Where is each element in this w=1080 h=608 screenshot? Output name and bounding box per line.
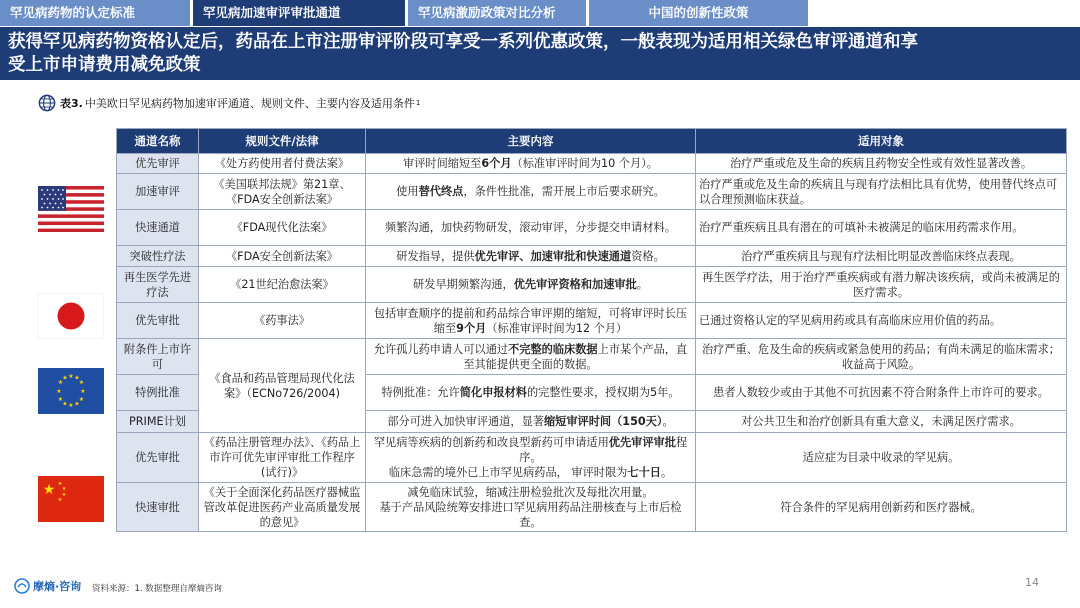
svg-text:★: ★ <box>78 379 85 386</box>
channel-name: 突破性疗法 <box>117 246 199 267</box>
eu-flag-icon <box>38 368 104 414</box>
header-target: 适用对象 <box>696 129 1067 154</box>
target-cell: 治疗严重、危及生命的疾病或紧急使用的药品；有尚未满足的临床需求；收益高于风险。 <box>696 339 1067 375</box>
content-cell: 特例批准：允许简化申报材料的完整性要求，授权期为5年。 <box>366 375 696 411</box>
table-row <box>117 433 1067 483</box>
target-cell: 治疗严重或危及生命的疾病且与现有疗法相比具有优势，使用替代终点可以合理预测临床获益。 <box>696 174 1067 210</box>
tab-incentive-comparison[interactable]: 罕见病激励政策对比分析 <box>408 0 586 26</box>
svg-text:★: ★ <box>80 388 86 395</box>
svg-text:★: ★ <box>57 396 64 403</box>
table-row <box>117 303 1067 339</box>
law-cell: 《21世纪治愈法案》 <box>199 267 366 303</box>
table-caption-text: 中美欧日罕见病药物加速审评通道、规则文件、主要内容及适用条件 <box>84 97 415 110</box>
tab-accelerated-review[interactable]: 罕见病加速审评审批通道 <box>193 0 405 26</box>
target-cell: 治疗严重疾病且与现有疗法相比明显改善临床终点表现。 <box>696 246 1067 267</box>
law-cell: 《处方药使用者付费法案》 <box>199 154 366 174</box>
target-cell: 符合条件的罕见病用创新药和医疗器械。 <box>696 483 1067 532</box>
channel-name: 优先审批 <box>117 433 199 483</box>
svg-text:★: ★ <box>68 402 74 409</box>
japan-flag-icon <box>38 293 104 339</box>
target-cell: 治疗严重或危及生命的疾病且药物安全性或有效性显著改善。 <box>696 154 1067 174</box>
brand-logo <box>14 578 81 594</box>
target-cell: 治疗严重疾病且具有潜在的可填补未被满足的临床用药需求作用。 <box>696 210 1067 246</box>
header-law: 规则文件/法律 <box>199 129 366 154</box>
header-channel: 通道名称 <box>117 129 199 154</box>
brand-logo-text: 摩熵·咨询 <box>33 580 82 593</box>
channel-name: 特例批准 <box>117 375 199 411</box>
svg-text:★: ★ <box>62 400 68 408</box>
svg-text:★: ★ <box>61 486 67 492</box>
svg-text:★: ★ <box>57 379 64 386</box>
target-cell: 已通过资格认定的罕见病用药或具有高临床应用价值的药品。 <box>696 303 1067 339</box>
page-title-line2: 受上市申请费用减免政策 <box>8 55 201 75</box>
table-number: 表3. <box>60 97 83 110</box>
china-flag-icon <box>38 476 104 522</box>
svg-text:★: ★ <box>42 482 56 498</box>
svg-text:★: ★ <box>74 400 80 408</box>
svg-text:★: ★ <box>57 481 63 487</box>
page-title-line1: 获得罕见病药物资格认定后，药品在上市注册审评阶段可享受一系列优惠政策，一般表现为适用相关绿色审评通道和享 <box>8 32 918 52</box>
law-cell: 《药事法》 <box>199 303 366 339</box>
channel-name: 优先审评 <box>117 154 199 174</box>
channel-name: PRIME计划 <box>117 411 199 433</box>
content-cell: 审评时间缩短至6个月（标准审评时间为10 个月）。 <box>366 154 696 174</box>
content-cell: 频繁沟通，加快药物研发，滚动审评，分步提交申请材料。 <box>366 210 696 246</box>
law-cell: 《关于全面深化药品医疗器械监管改革促进医药产业高质量发展的意见》 <box>199 483 366 532</box>
law-cell: 《食品和药品管理局现代化法案》（ECNo726/2004) <box>199 339 366 433</box>
svg-text:★: ★ <box>61 492 67 498</box>
table-row <box>117 483 1067 532</box>
target-cell: 患者人数较少或由于其他不可抗因素不符合附条件上市许可的要求。 <box>696 375 1067 411</box>
table-row <box>117 267 1067 303</box>
law-cell: 《美国联邦法规》第21章、《FDA安全创新法案》 <box>199 174 366 210</box>
svg-text:★: ★ <box>68 373 74 380</box>
content-cell: 部分可进入加快审评通道，显著缩短审评时间（150天）。 <box>366 411 696 433</box>
content-cell: 允许孤儿药申请人可以通过不完整的临床数据上市某个产品，直至其能提供更全面的数据。 <box>366 339 696 375</box>
svg-text:★: ★ <box>78 396 85 403</box>
target-cell: 适应症为目录中收录的罕见病。 <box>696 433 1067 483</box>
page-title-banner <box>0 27 1080 80</box>
table-row <box>117 154 1067 174</box>
content-cell: 使用替代终点，条件性批准，需开展上市后要求研究。 <box>366 174 696 210</box>
channel-name: 再生医学先进疗法 <box>117 267 199 303</box>
content-cell: 包括审查顺序的提前和药品综合审评期的缩短，可将审评时长压缩至9个月（标准审评时间为12 个月） <box>366 303 696 339</box>
law-cell: 《FDA现代化法案》 <box>199 210 366 246</box>
tab-rare-drug-criteria[interactable]: 罕见病药物的认定标准 <box>0 0 190 26</box>
table-row <box>117 246 1067 267</box>
tab-bar <box>0 0 1080 26</box>
table-caption <box>38 94 420 112</box>
header-content: 主要内容 <box>366 129 696 154</box>
law-cell: 《药品注册管理办法》、《药品上市许可优先审评审批工作程序(试行)》 <box>199 433 366 483</box>
svg-text:★: ★ <box>56 388 62 395</box>
content-cell: 减免临床试验，缩减注册检验批次及每批次用量。 基于产品风险统筹安排进口罕见病用药品注册核查与上市后检查。 <box>366 483 696 532</box>
us-flag-icon <box>38 186 104 232</box>
target-cell: 对公共卫生和治疗创新具有重大意义，未满足医疗需求。 <box>696 411 1067 433</box>
svg-text:★: ★ <box>74 374 80 382</box>
content-cell: 研发指导，提供优先审评、加速审批和快速通道资格。 <box>366 246 696 267</box>
content-cell: 罕见病等疾病的创新药和改良型新药可申请适用优先审评审批程序。 临床急需的境外已上市罕见病药品， 审评时限为七十日。 <box>366 433 696 483</box>
channel-name: 快速通道 <box>117 210 199 246</box>
source-note: 资料来源：1. 数据整理自摩熵咨询 <box>92 584 222 594</box>
channel-name: 快速审批 <box>117 483 199 532</box>
tab-china-innovation[interactable]: 中国的创新性政策 <box>589 0 808 26</box>
svg-text:★: ★ <box>57 497 63 503</box>
accelerated-review-table <box>116 128 1067 532</box>
table-row <box>117 174 1067 210</box>
svg-text:★: ★ <box>62 374 68 382</box>
channel-name: 附条件上市许可 <box>117 339 199 375</box>
globe-icon <box>38 94 56 112</box>
table-header-row <box>117 129 1067 154</box>
content-cell: 研发早期频繁沟通，优先审评资格和加速审批。 <box>366 267 696 303</box>
footnote-marker: 1 <box>415 99 421 107</box>
law-cell: 《FDA安全创新法案》 <box>199 246 366 267</box>
page-number: 14 <box>1025 576 1039 589</box>
target-cell: 再生医学疗法，用于治疗严重疾病或有潜力解决该疾病，或尚未被满足的医疗需求。 <box>696 267 1067 303</box>
table-row <box>117 339 1067 375</box>
table-row <box>117 210 1067 246</box>
channel-name: 优先审批 <box>117 303 199 339</box>
brand-logo-icon <box>14 578 30 594</box>
channel-name: 加速审评 <box>117 174 199 210</box>
